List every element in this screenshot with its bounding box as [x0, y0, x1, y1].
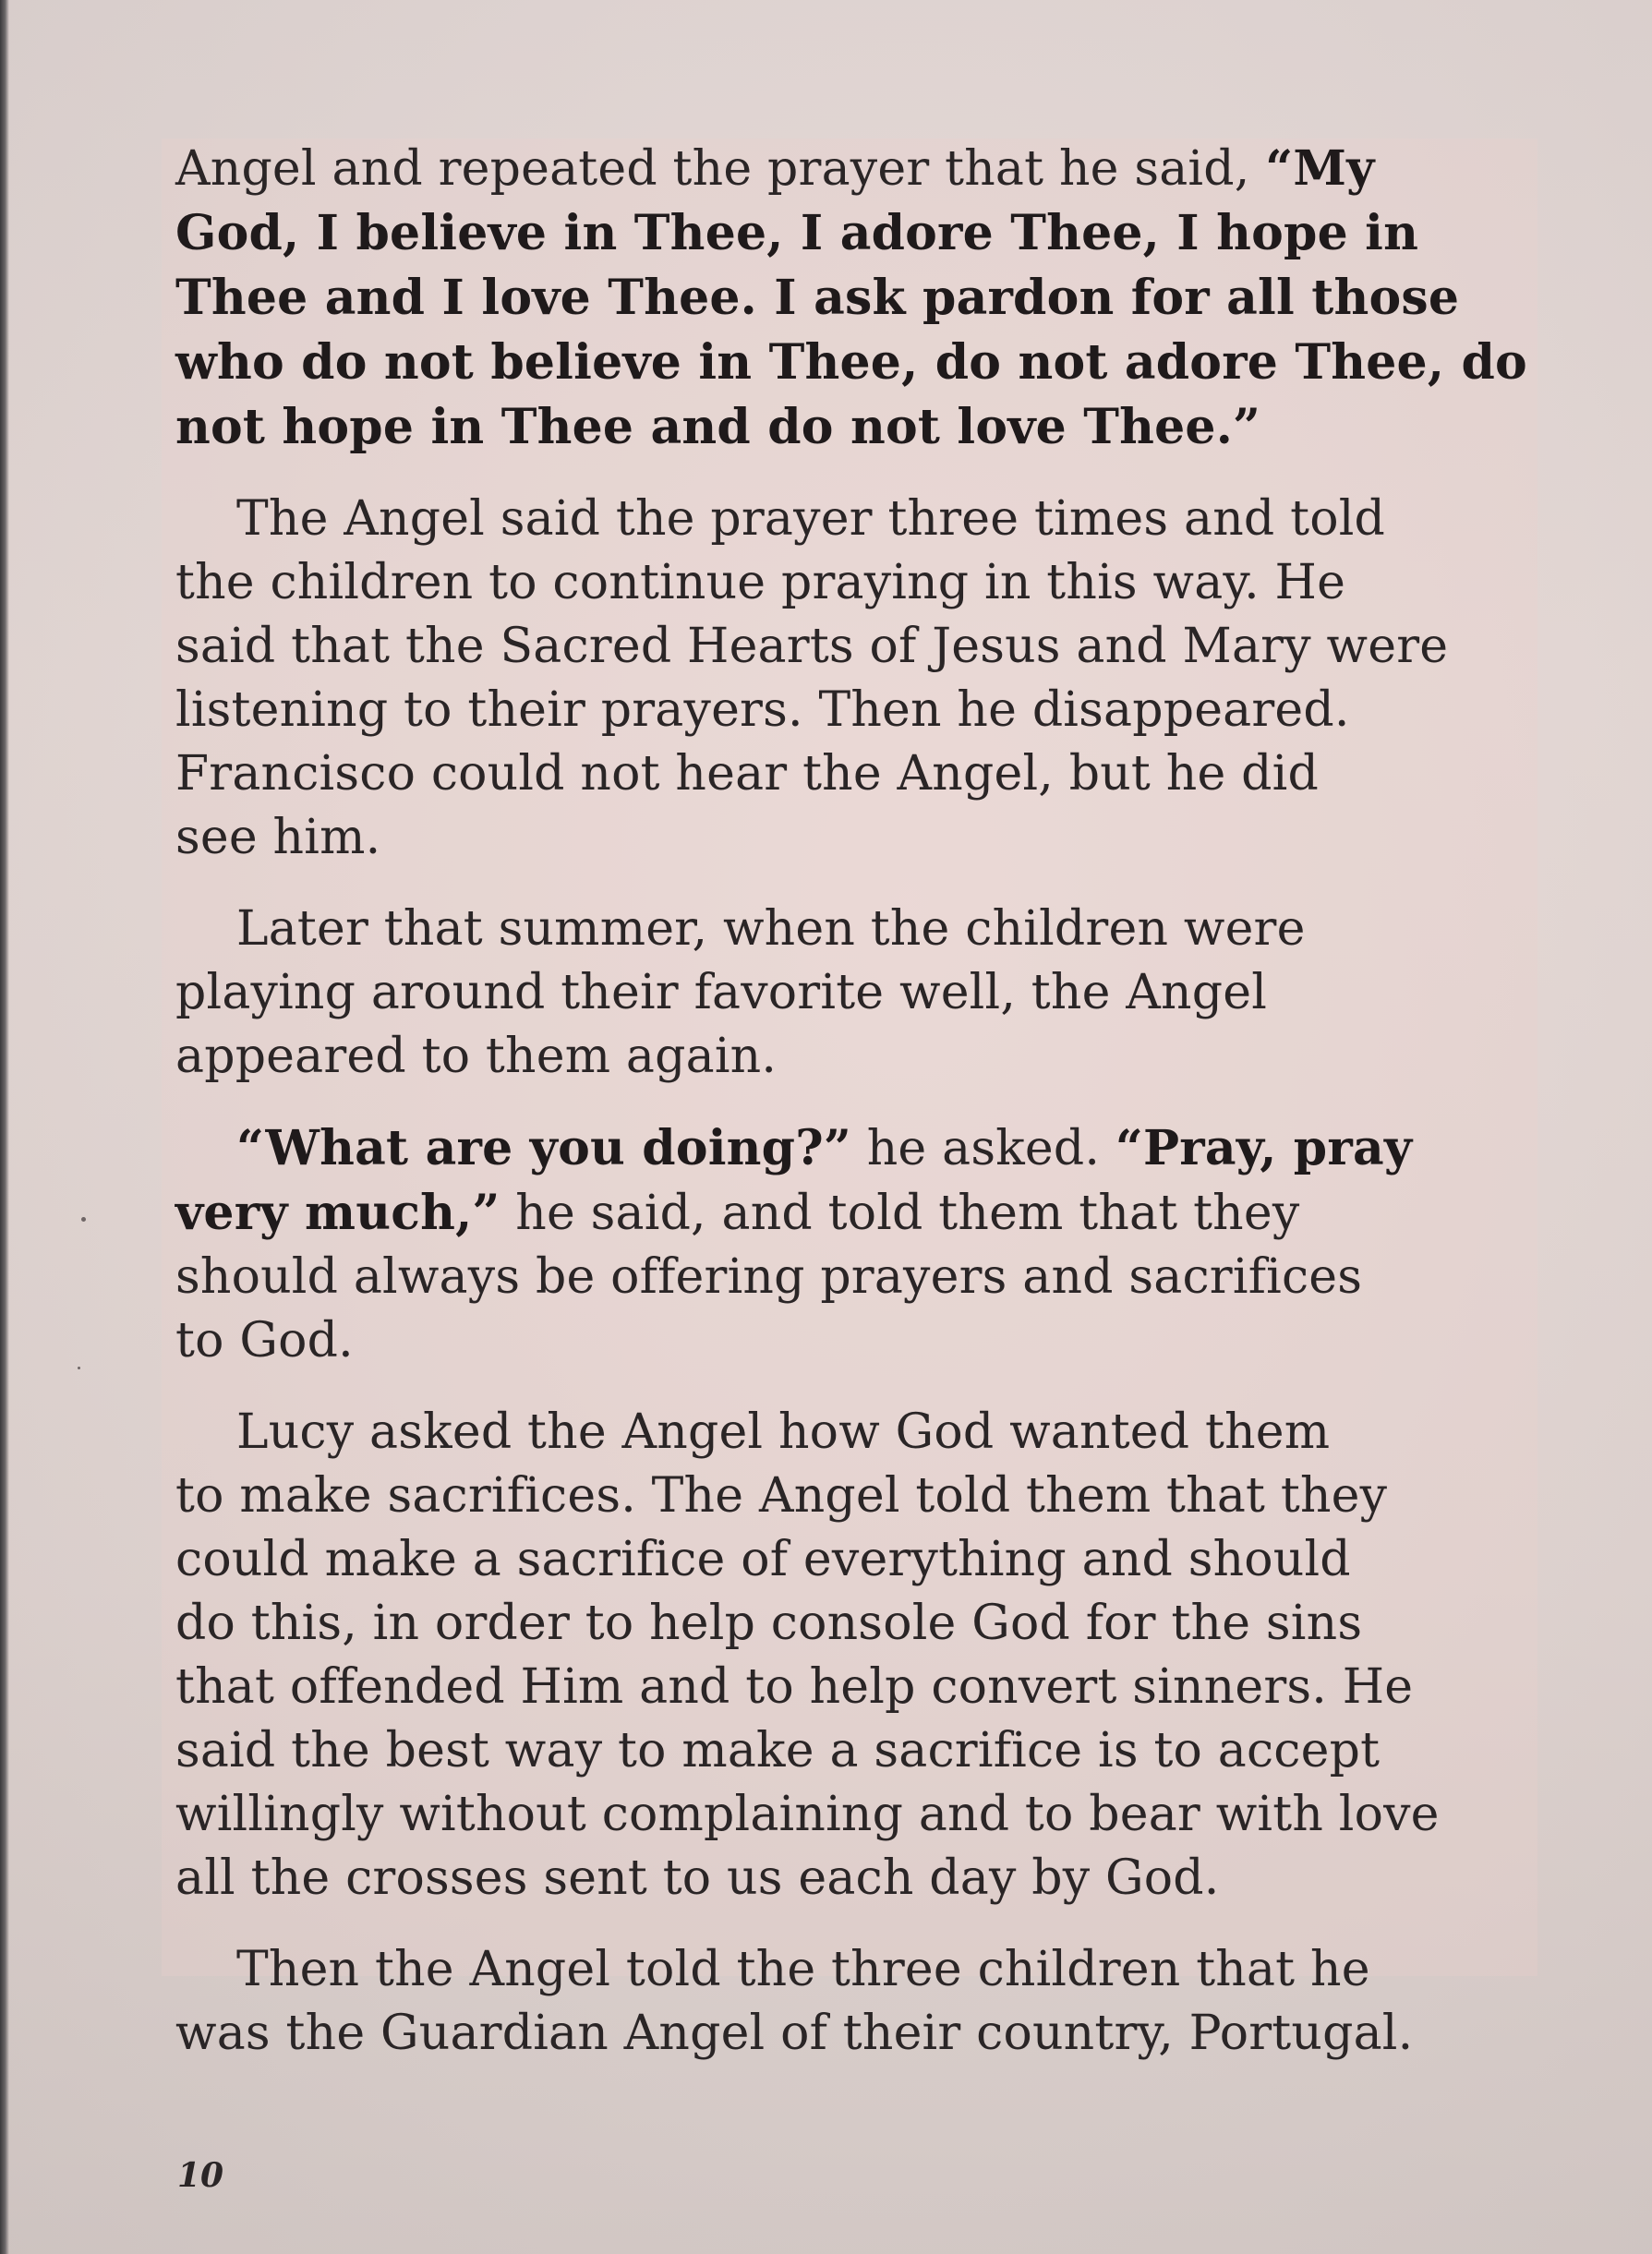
- paragraph: [175, 1401, 1561, 1910]
- text-line: [175, 1246, 1561, 1309]
- text-segment: appeared to them again.: [175, 1029, 778, 1084]
- text-segment: Francisco could not hear the Angel, but he did: [175, 746, 1319, 802]
- text-line: [175, 1938, 1561, 2002]
- text-segment: was the Guardian Angel of their country, Portugal.: [175, 2006, 1414, 2061]
- text-line: [175, 615, 1561, 679]
- text-line: [175, 331, 1561, 395]
- text-line: [175, 2002, 1561, 2066]
- bold-text-segment: who do not believe in Thee, do not adore Thee, do: [175, 334, 1527, 391]
- text-segment: should always be offering prayers and sacrifices: [175, 1249, 1363, 1305]
- text-segment: to God.: [175, 1313, 354, 1368]
- text-segment: he asked.: [851, 1121, 1115, 1176]
- text-line: [175, 395, 1561, 460]
- paragraph: [175, 1938, 1561, 2066]
- text-segment: all the crosses sent to us each day by God.: [175, 1850, 1220, 1906]
- text-segment: said that the Sacred Hearts of Jesus and Mary were: [175, 619, 1449, 674]
- text-segment: The Angel said the prayer three times and told: [236, 491, 1386, 547]
- text-line: [175, 1592, 1561, 1656]
- paragraph: [175, 488, 1561, 870]
- text-line: [175, 1847, 1561, 1910]
- bold-text-segment: Thee and I love Thee. I ask pardon for all those: [175, 270, 1460, 326]
- text-line: [175, 961, 1561, 1025]
- bold-text-segment: “Pray, pray: [1115, 1120, 1413, 1176]
- text-segment: listening to their prayers. Then he disappeared.: [175, 682, 1350, 738]
- text-segment: could make a sacrifice of everything and should: [175, 1532, 1351, 1587]
- text-line: [175, 1025, 1561, 1089]
- text-line: [175, 679, 1561, 742]
- text-segment: see him.: [175, 810, 381, 865]
- text-segment: Lucy asked the Angel how God wanted them: [236, 1404, 1331, 1460]
- text-line: [175, 201, 1561, 266]
- text-segment: said the best way to make a sacrifice is to accept: [175, 1723, 1381, 1778]
- text-segment: do this, in order to help console God for the sins: [175, 1596, 1363, 1651]
- text-line: [175, 1464, 1561, 1528]
- text-segment: the children to continue praying in this way. He: [175, 555, 1346, 610]
- text-segment: Angel and repeated the prayer that he said,: [175, 141, 1266, 197]
- text-segment: playing around their favorite well, the Angel: [175, 965, 1268, 1020]
- text-segment: Later that summer, when the children were: [236, 901, 1306, 957]
- text-segment: to make sacrifices. The Angel told them that they: [175, 1468, 1388, 1524]
- text-segment: that offended Him and to help convert sinners. He: [175, 1659, 1414, 1715]
- text-segment: Then the Angel told the three children that he: [236, 1942, 1370, 1997]
- bold-text-segment: very much,”: [175, 1185, 500, 1241]
- paragraph: [175, 898, 1561, 1089]
- text-line: [175, 1309, 1561, 1373]
- page-binding-edge: [0, 0, 9, 2254]
- paragraph: [175, 137, 1561, 460]
- text-segment: willingly without complaining and to bear with love: [175, 1787, 1440, 1842]
- text-line: [175, 1528, 1561, 1592]
- text-line: [175, 1401, 1561, 1464]
- paper-speck: [78, 1367, 80, 1369]
- text-line: [175, 137, 1561, 201]
- text-line: [175, 1181, 1561, 1246]
- text-line: [175, 1783, 1561, 1847]
- text-line: [175, 1719, 1561, 1783]
- bold-text-segment: “What are you doing?”: [236, 1120, 852, 1176]
- paper-speck: [81, 1217, 86, 1222]
- page-number: 10: [177, 2156, 224, 2195]
- body-text: [175, 137, 1561, 2093]
- text-line: [175, 1656, 1561, 1719]
- paragraph: [175, 1116, 1561, 1373]
- text-line: [175, 551, 1561, 615]
- bold-text-segment: “My: [1265, 140, 1375, 197]
- text-line: [175, 488, 1561, 551]
- text-line: [175, 806, 1561, 870]
- bold-text-segment: God, I believe in Thee, I adore Thee, I hope in: [175, 205, 1419, 261]
- text-segment: he said, and told them that they: [500, 1186, 1300, 1241]
- bold-text-segment: not hope in Thee and do not love Thee.”: [175, 399, 1261, 455]
- text-line: [175, 898, 1561, 961]
- text-line: [175, 1116, 1561, 1181]
- text-line: [175, 266, 1561, 331]
- text-line: [175, 742, 1561, 806]
